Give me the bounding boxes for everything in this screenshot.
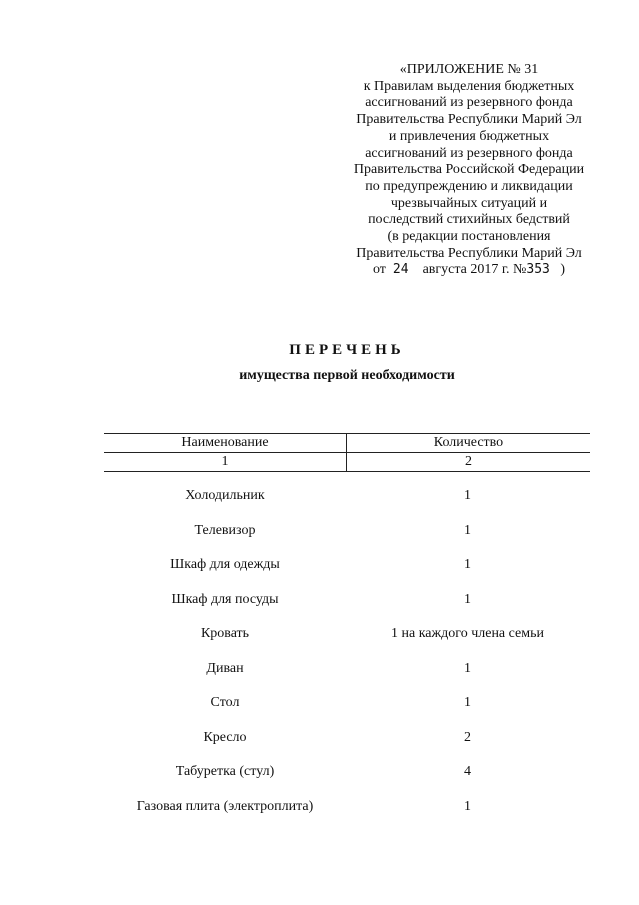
item-quantity: 1 <box>464 591 471 607</box>
table-header-row <box>104 433 590 453</box>
appendix-line: Правительства Республики Марий Эл <box>356 112 582 128</box>
item-quantity: 1 <box>464 557 471 572</box>
item-name: Шкаф для посуды <box>171 591 279 607</box>
item-quantity: 1 <box>464 798 471 814</box>
item-name: Табуретка (стул) <box>175 764 275 779</box>
table-row <box>104 763 590 798</box>
column-header-name: Наименование <box>104 434 347 452</box>
column-number-2: 2 <box>465 454 472 469</box>
item-quantity: 1 на каждого члена семьи <box>391 626 544 641</box>
appendix-line: чрезвычайных ситуаций и <box>390 195 548 211</box>
table-row <box>104 729 590 764</box>
item-quantity: 4 <box>464 764 471 779</box>
appendix-line: Правительства Российской Федерации <box>353 162 585 178</box>
doc-number: 353 <box>526 262 550 278</box>
document-subtitle: имущества первой необходимости <box>239 368 455 383</box>
document-title: ПЕРЕЧЕНЬ <box>289 342 405 358</box>
appendix-line: и привлечения бюджетных <box>388 128 550 144</box>
table-column-numbers-row <box>104 453 590 472</box>
item-name: Газовая плита (электроплита) <box>136 798 314 814</box>
appendix-line: ассигнований из резервного фонда <box>365 95 573 111</box>
appendix-line: (в редакции постановления <box>387 229 551 245</box>
item-name: Телевизор <box>194 522 256 538</box>
item-quantity: 1 <box>464 660 471 676</box>
table-row <box>104 660 590 695</box>
items-table-body <box>104 487 590 832</box>
appendix-line: «ПРИЛОЖЕНИЕ № 31 <box>399 62 539 77</box>
date-prefix: от <box>372 262 386 278</box>
appendix-date-line <box>318 262 620 279</box>
table-row <box>104 625 590 660</box>
date-close: ) <box>560 262 566 278</box>
items-table-header <box>104 433 590 472</box>
appendix-line: к Правилам выделения бюджетных <box>363 78 575 94</box>
date-day: 24 <box>392 262 409 278</box>
appendix-line: последствий стихийных бедствий <box>368 212 570 228</box>
item-quantity: 1 <box>464 522 471 538</box>
appendix-header <box>318 62 620 279</box>
table-row <box>104 487 590 522</box>
table-row <box>104 798 590 833</box>
table-row <box>104 522 590 557</box>
table-row <box>104 591 590 626</box>
item-name: Холодильник <box>185 488 265 503</box>
column-number-1: 1 <box>104 453 347 471</box>
item-quantity: 2 <box>464 729 471 745</box>
appendix-line: по предупреждению и ликвидации <box>365 178 573 194</box>
item-name: Кресло <box>203 729 247 745</box>
item-name: Диван <box>206 660 244 676</box>
item-name: Стол <box>210 695 240 710</box>
table-row <box>104 556 590 591</box>
appendix-line: Правительства Республики Марий Эл <box>356 245 582 261</box>
item-name: Кровать <box>200 626 250 641</box>
column-header-quantity: Количество <box>433 435 504 450</box>
item-quantity: 1 <box>464 695 471 710</box>
appendix-line: ассигнований из резервного фонда <box>365 145 573 161</box>
table-row <box>104 694 590 729</box>
item-quantity: 1 <box>464 488 471 503</box>
date-rest: августа 2017 г. № <box>422 262 527 278</box>
item-name: Шкаф для одежды <box>170 557 280 572</box>
